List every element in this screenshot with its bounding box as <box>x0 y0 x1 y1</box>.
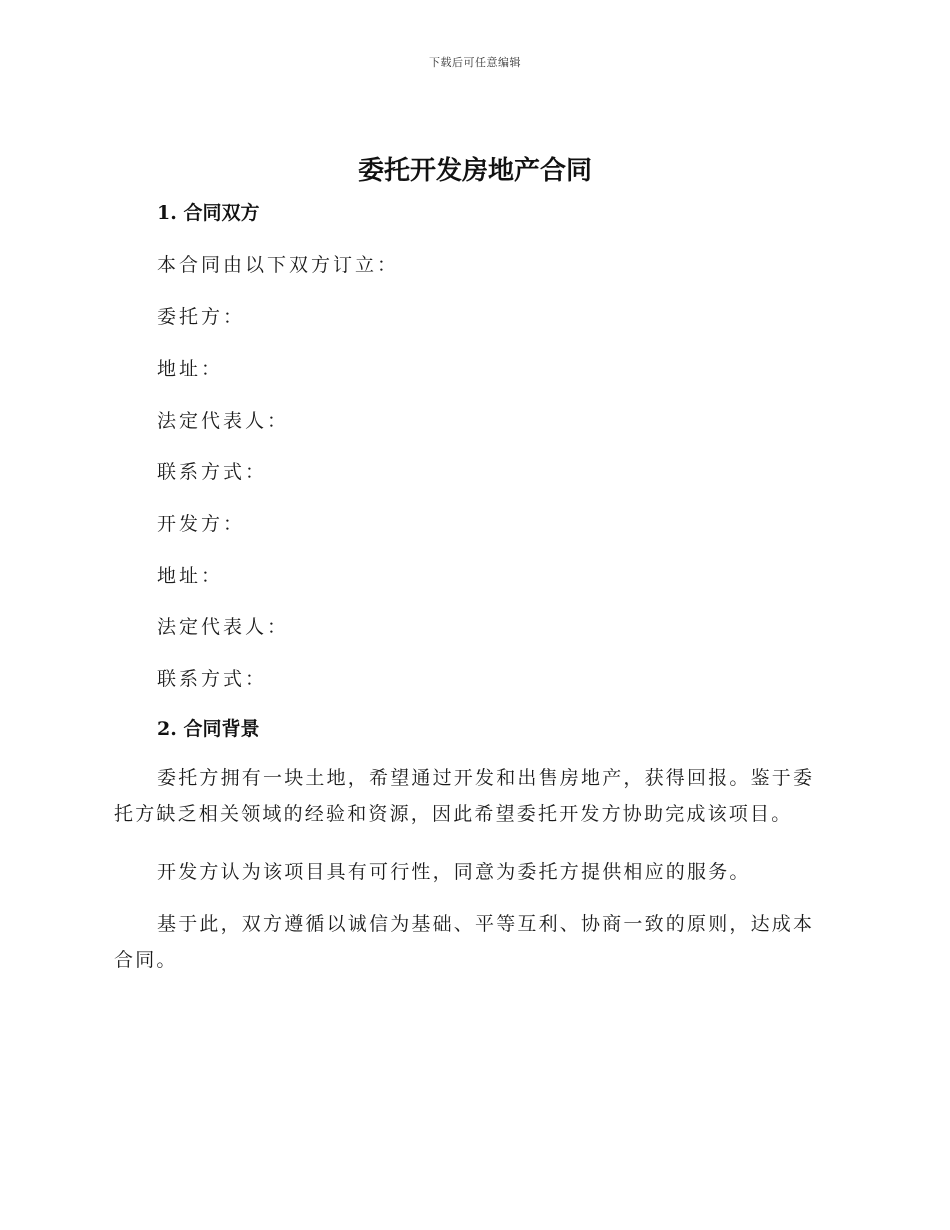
client-label: 委托方： <box>157 306 246 328</box>
background-paragraph: 开发方认为该项目具有可行性，同意为委托方提供相应的服务。 <box>157 861 751 883</box>
client-representative-label: 法定代表人： <box>157 410 290 432</box>
background-paragraph: 委托方拥有一块土地，希望通过开发和出售房地产，获得回报。鉴于委托方缺乏相关领域的经验和资源，因此希望委托开发方协助完成该项目。 <box>114 767 815 825</box>
section-heading-parties: 1. 合同双方 <box>157 202 260 224</box>
client-contact-label: 联系方式： <box>157 461 268 483</box>
developer-contact-label: 联系方式： <box>157 668 268 690</box>
developer-representative-label: 法定代表人： <box>157 616 290 638</box>
parties-intro: 本合同由以下双方订立： <box>157 254 400 276</box>
background-paragraph: 基于此，双方遵循以诚信为基础、平等互利、协商一致的原则，达成本合同。 <box>114 913 815 971</box>
client-address-label: 地址： <box>157 358 224 380</box>
page-header: 下载后可任意编辑 <box>429 56 521 69</box>
developer-address-label: 地址： <box>157 565 224 587</box>
section-heading-background: 2. 合同背景 <box>157 718 260 740</box>
developer-label: 开发方： <box>157 513 246 535</box>
document-title: 委托开发房地产合同 <box>357 156 592 186</box>
